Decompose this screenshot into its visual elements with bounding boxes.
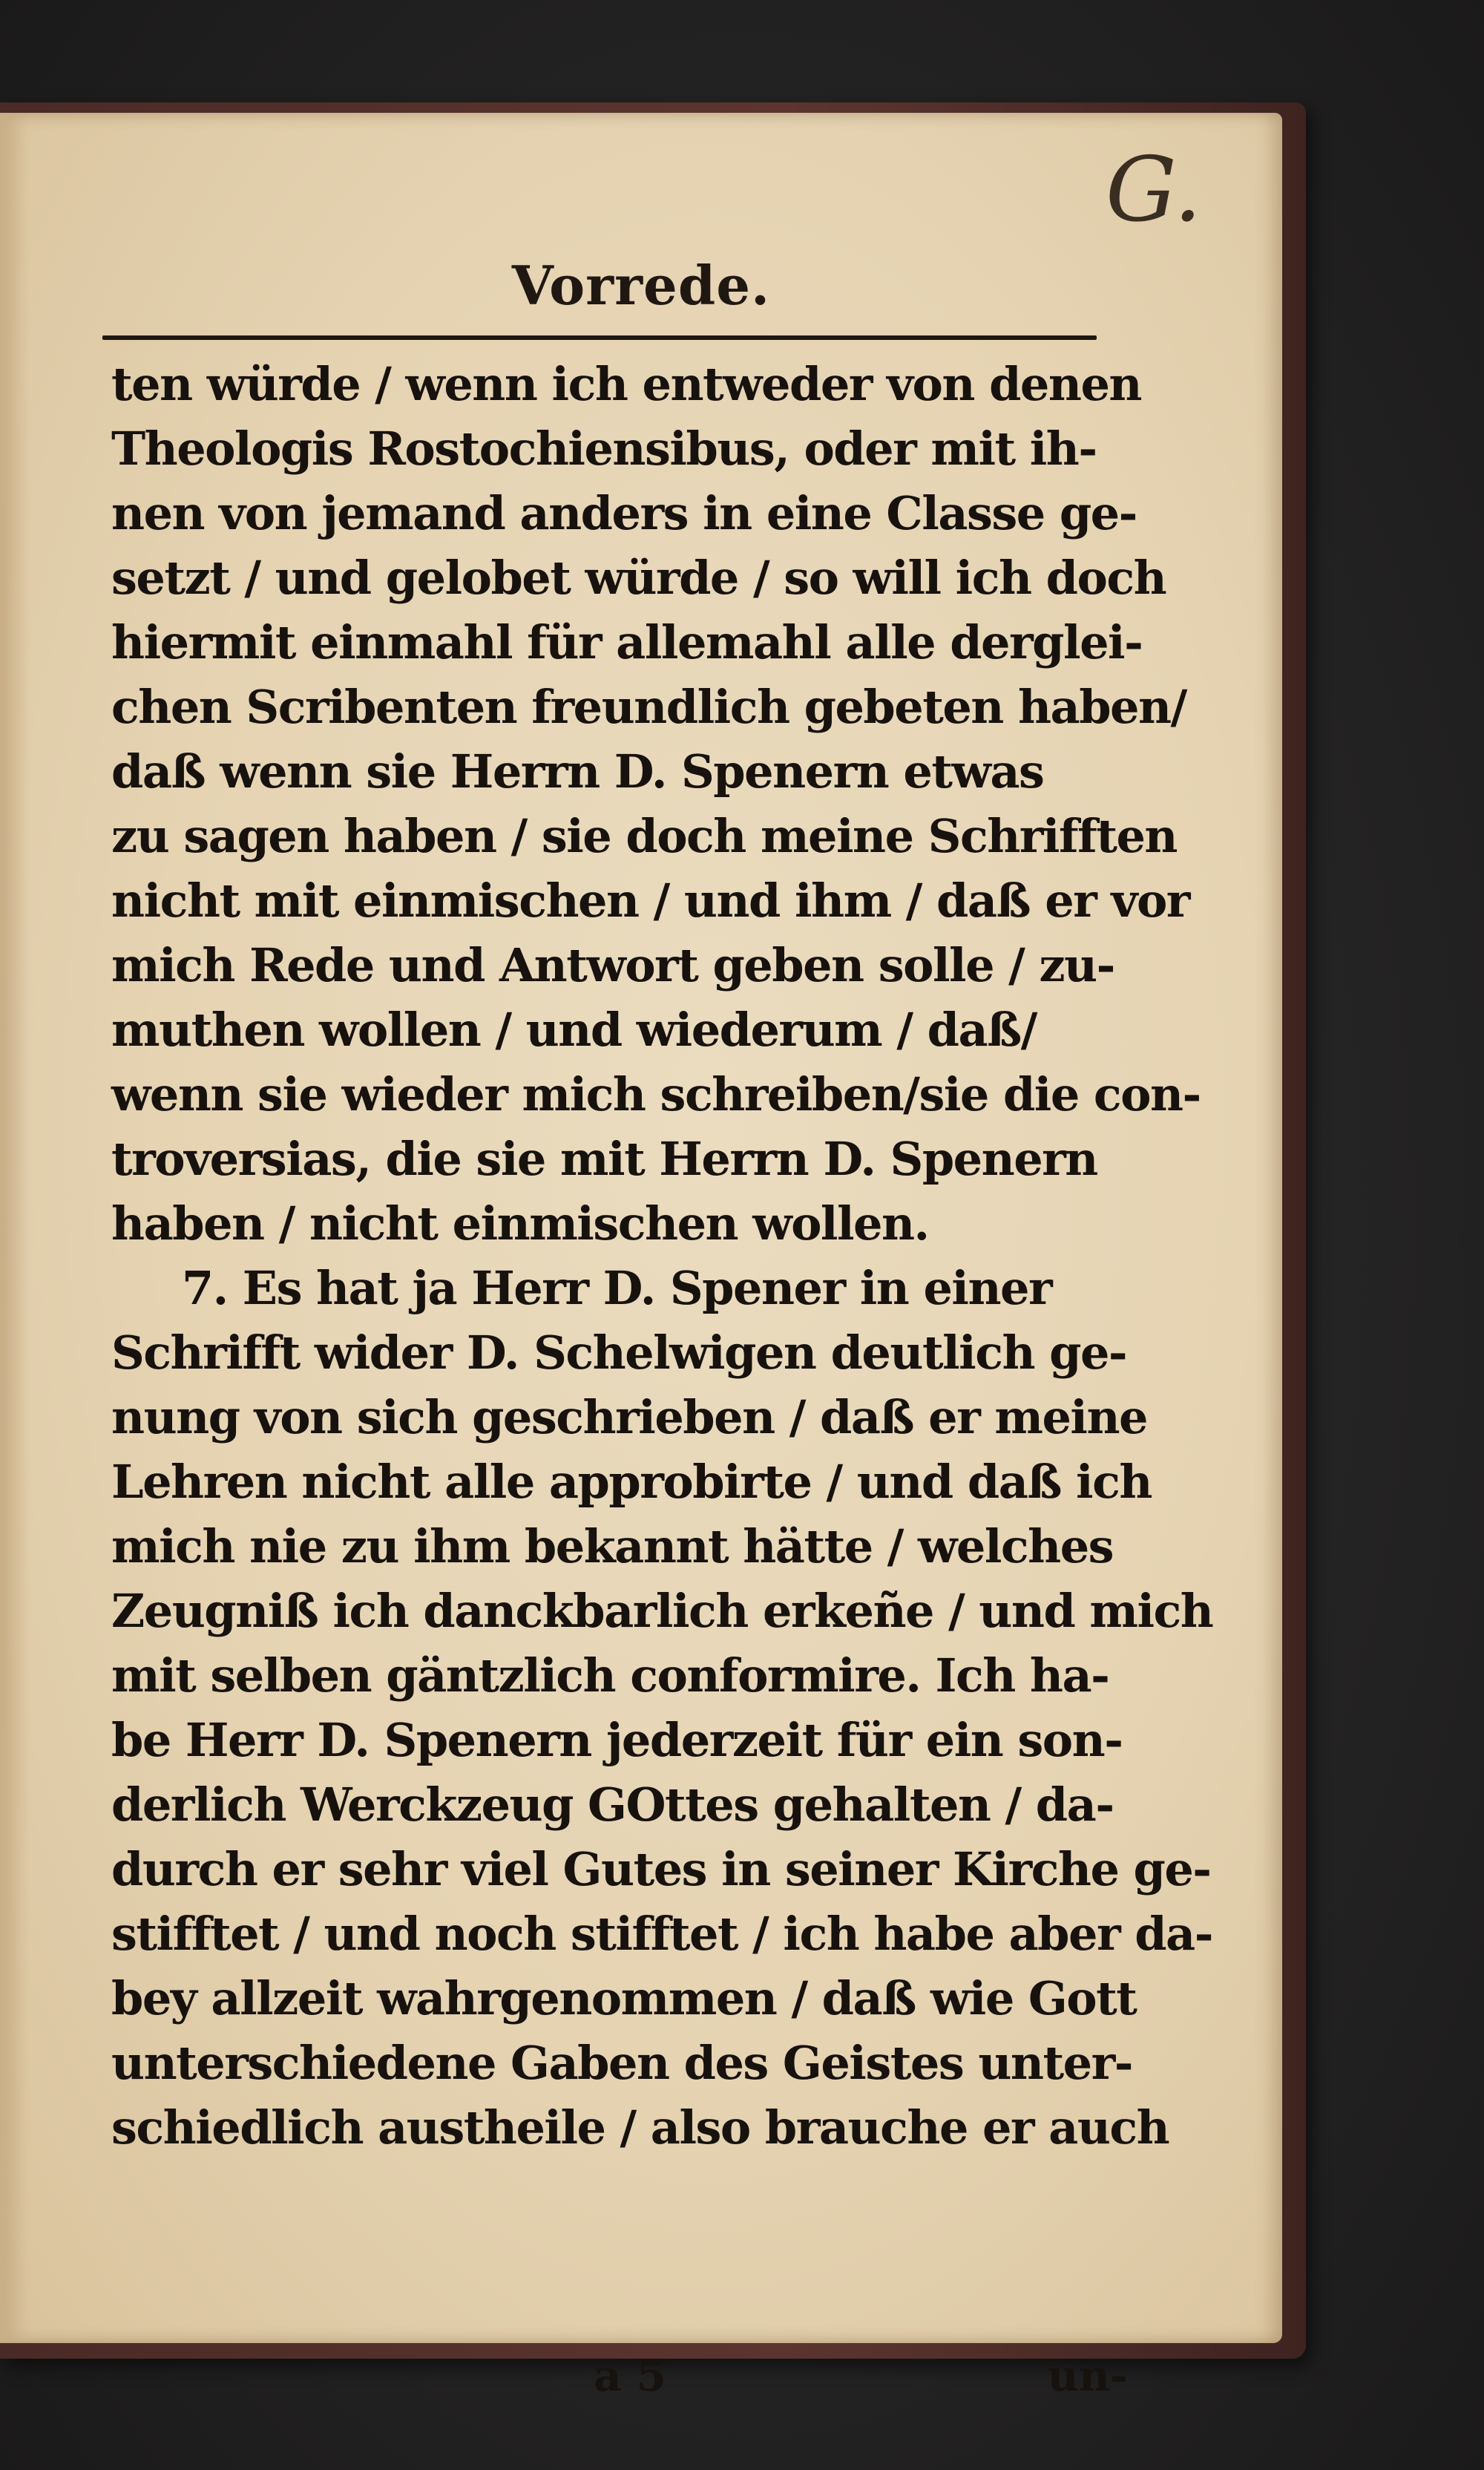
text-line: Schrifft wider D. Schelwigen deutlich ge- <box>111 1326 1127 1380</box>
page-footer <box>111 2351 1128 2410</box>
text-line: Zeugniß ich danckbarlich erkeñe / und mich <box>111 1584 1213 1638</box>
text-line: be Herr D. Spenern jederzeit für ein son- <box>111 1713 1123 1767</box>
text-line: setzt / und gelobet würde / so will ich doch <box>111 551 1166 605</box>
text-line: Lehren nicht alle approbirte / und daß ich <box>111 1455 1152 1509</box>
book-page <box>0 113 1282 2401</box>
text-line: hiermit einmahl für allemahl alle derglei- <box>111 615 1143 669</box>
text-line: muthen wollen / und wiederum / daß/ <box>111 1003 1037 1057</box>
text-line: chen Scribenten freundlich gebeten haben/ <box>111 680 1186 734</box>
text-line: durch er sehr viel Gutes in seiner Kirche ge- <box>111 1842 1211 1896</box>
text-line: schiedlich austheile / also brauche er auch <box>111 2100 1169 2155</box>
text-line: zu sagen haben / sie doch meine Schrifften <box>111 809 1177 863</box>
text-line: wenn sie wieder mich schreiben/sie die con- <box>111 1067 1201 1121</box>
text-line: mich nie zu ihm bekannt hätte / welches <box>111 1519 1114 1573</box>
text-line: ten würde / wenn ich entweder von denen <box>111 357 1141 411</box>
corner-handwritten-mark: G. <box>1106 139 1202 242</box>
text-line: derlich Werckzeug GOttes gehalten / da- <box>111 1778 1114 1832</box>
text-line: bey allzeit wahrgenommen / daß wie Gott <box>111 1971 1137 2025</box>
catchword: un- <box>1047 2351 1128 2401</box>
paragraph-start-line: 7. Es hat ja Herr D. Spener in einer <box>182 1261 1052 1315</box>
text-line: unterschiedene Gaben des Geistes unter- <box>111 2036 1132 2090</box>
header-rule <box>102 335 1097 340</box>
text-line: Theologis Rostochiensibus, oder mit ih- <box>111 422 1097 476</box>
text-line: haben / nicht einmischen wollen. <box>111 1196 929 1251</box>
text-line: nen von jemand anders in eine Classe ge- <box>111 486 1137 540</box>
printer-signature: a 5 <box>594 2351 667 2401</box>
body-text <box>111 352 1213 2160</box>
text-line: daß wenn sie Herrn D. Spenern etwas <box>111 744 1044 799</box>
text-line: troversias, die sie mit Herrn D. Spenern <box>111 1132 1097 1186</box>
text-line: mich Rede und Antwort geben solle / zu- <box>111 938 1114 992</box>
running-header: Vorrede. <box>511 254 771 317</box>
text-line: nung von sich geschrieben / daß er meine <box>111 1390 1148 1444</box>
text-line: mit selben gäntzlich conformire. Ich ha- <box>111 1648 1109 1703</box>
page-gutter-shadow <box>0 113 30 2343</box>
text-line: stifftet / und noch stifftet / ich habe aber da- <box>111 1907 1212 1961</box>
text-line: nicht mit einmischen / und ihm / daß er vor <box>111 874 1189 928</box>
